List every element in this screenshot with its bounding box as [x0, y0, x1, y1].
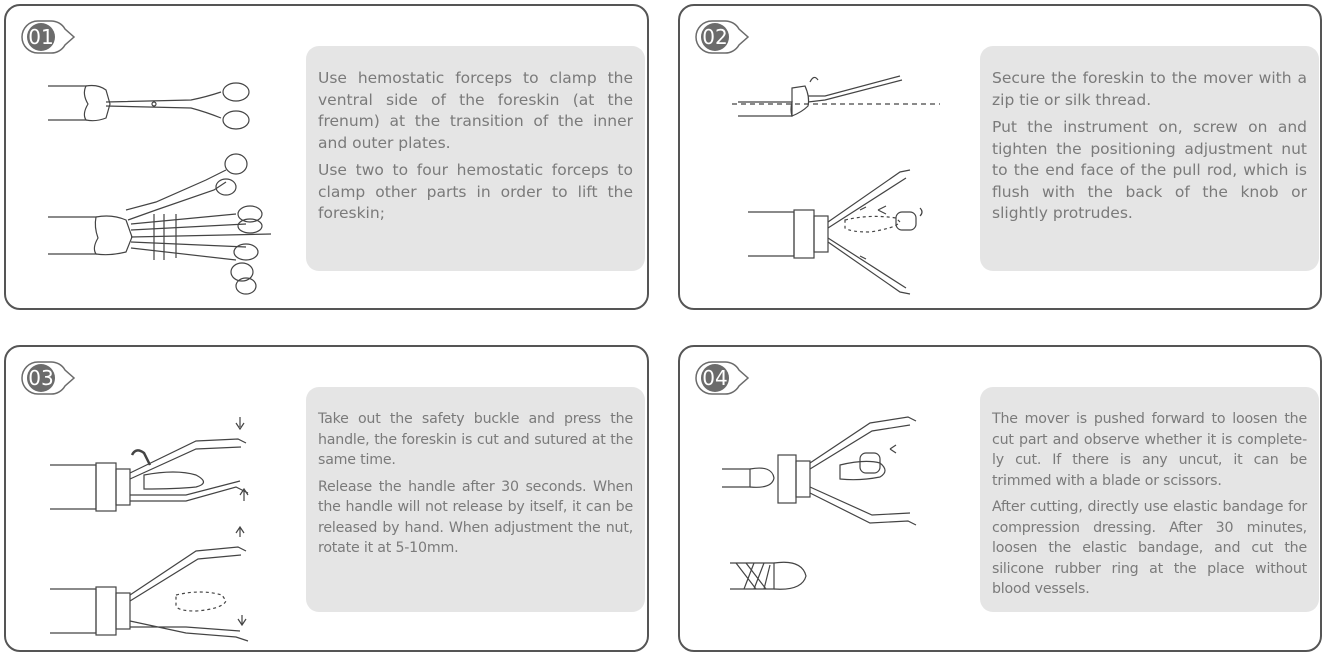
step-card-02: [678, 4, 1322, 310]
step-instructions: [980, 46, 1319, 271]
instruction-paragraph: After cutting, directly use elastic bandage for compression dressing. After 30 minutes, loosen the elastic bandage, and cut the silicone rubber ring at the place without blood vessels.: [992, 499, 1307, 597]
step-card-01: [4, 4, 649, 310]
instruction-paragraph: Release the handle after 30 seconds. When the handle will not release by itself, it can be released by hand. When adjustment the nut, rotate it at 5-10mm.: [318, 478, 633, 556]
step-number: 03: [28, 366, 54, 390]
instruction-paragraph: Secure the foreskin to the mover with a zip tie or silk thread.: [992, 69, 1307, 109]
step-instructions: [980, 387, 1319, 612]
step-card-03: [4, 345, 649, 652]
step-number: 01: [28, 25, 54, 49]
step-card-04: [678, 345, 1322, 652]
mover-and-instrument-illustration: [710, 42, 980, 307]
instruction-paragraph: Put the instrument on, screw on and tighten the positioning adjustment nut to the end face of the pull rod, which is flush with the back of the knob or slightly protrudes.: [992, 118, 1307, 222]
step-number: 02: [702, 25, 728, 49]
instruction-paragraph: The mover is pushed forward to loosen the cut part and observe whether it is complete-ly cut. If there is any uncut, it can be trimmed with a blade or scissors.: [992, 411, 1307, 489]
step-number: 04: [702, 366, 728, 390]
instruction-paragraph: Take out the safety buckle and press the handle, the foreskin is cut and sutured at the same time.: [318, 411, 633, 468]
press-handle-illustration: [36, 383, 306, 648]
instruction-paragraph: Use two to four hemostatic forceps to clamp other parts in order to lift the foreskin;: [318, 161, 633, 222]
step-instructions: [306, 46, 645, 271]
bandage-illustration: [710, 383, 980, 648]
hemostatic-forceps-illustration: [36, 42, 306, 307]
step-instructions: [306, 387, 645, 612]
instruction-paragraph: Use hemostatic forceps to clamp the ventral side of the foreskin (at the frenum) at the transition of the inner and outer plates.: [318, 69, 633, 152]
